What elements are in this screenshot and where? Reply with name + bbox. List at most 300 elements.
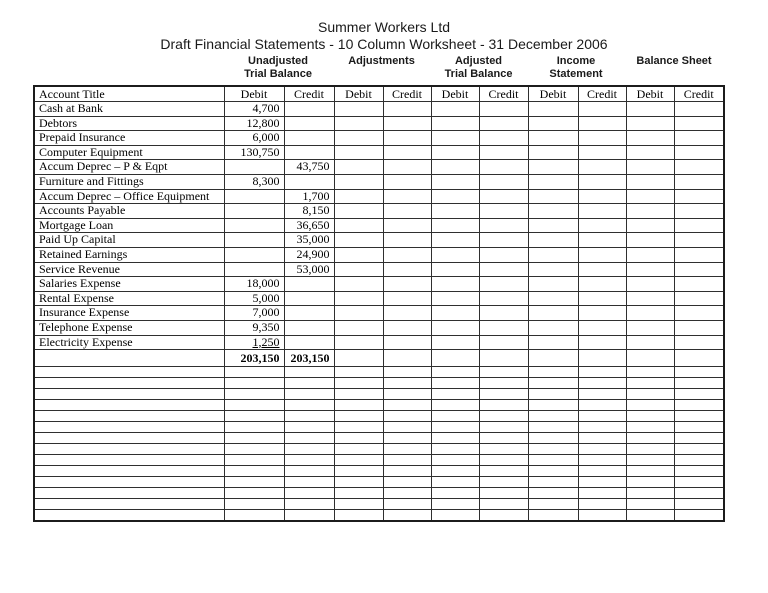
- account-row-telephone-expense: [34, 320, 724, 335]
- empty-amount-cell: [528, 444, 578, 455]
- empty-amount-cell: [626, 335, 674, 350]
- group-header-adjusted-trial-balance: [430, 55, 527, 85]
- empty-amount-cell: [383, 116, 431, 131]
- empty-amount-cell: [528, 189, 578, 204]
- empty-amount-cell: [334, 160, 383, 175]
- empty-amount-cell: [224, 433, 284, 444]
- empty-amount-cell: [626, 262, 674, 277]
- empty-amount-cell: [224, 411, 284, 422]
- unadjusted-debit-cell: [224, 160, 284, 175]
- empty-amount-cell: [578, 262, 626, 277]
- empty-amount-cell: [674, 466, 724, 477]
- empty-amount-cell: [431, 116, 479, 131]
- empty-amount-cell: [334, 320, 383, 335]
- empty-amount-cell: [284, 455, 334, 466]
- empty-amount-cell: [224, 488, 284, 499]
- empty-amount-cell: [431, 367, 479, 378]
- account-name-cell: Insurance Expense: [34, 306, 224, 321]
- empty-amount-cell: [383, 433, 431, 444]
- account-row-accum-deprec-office-equipment: [34, 189, 724, 204]
- unadjusted-debit-cell: [224, 218, 284, 233]
- empty-row: [34, 477, 724, 488]
- empty-amount-cell: [479, 455, 528, 466]
- empty-account-cell: [34, 455, 224, 466]
- empty-amount-cell: [674, 262, 724, 277]
- empty-amount-cell: [383, 291, 431, 306]
- empty-amount-cell: [479, 411, 528, 422]
- worksheet-table: [33, 85, 725, 522]
- empty-amount-cell: [674, 102, 724, 117]
- empty-amount-cell: [674, 444, 724, 455]
- empty-amount-cell: [674, 204, 724, 219]
- empty-amount-cell: [528, 400, 578, 411]
- empty-amount-cell: [383, 477, 431, 488]
- account-row-paid-up-capital: [34, 233, 724, 248]
- empty-amount-cell: [626, 477, 674, 488]
- debit-column-header: Debit: [626, 86, 674, 102]
- empty-amount-cell: [674, 378, 724, 389]
- empty-amount-cell: [383, 160, 431, 175]
- empty-amount-cell: [578, 499, 626, 510]
- empty-amount-cell: [334, 247, 383, 262]
- empty-amount-cell: [479, 247, 528, 262]
- empty-row: [34, 411, 724, 422]
- debit-column-header: Debit: [431, 86, 479, 102]
- empty-row: [34, 466, 724, 477]
- group-header-income-statement: [527, 55, 625, 85]
- unadjusted-credit-cell: [284, 116, 334, 131]
- empty-amount-cell: [224, 455, 284, 466]
- empty-row: [34, 367, 724, 378]
- debit-column-header: Debit: [224, 86, 284, 102]
- group-header-line2: Statement: [549, 68, 603, 80]
- unadjusted-debit-cell: [224, 247, 284, 262]
- empty-amount-cell: [578, 145, 626, 160]
- empty-amount-cell: [334, 389, 383, 400]
- empty-amount-cell: [479, 350, 528, 367]
- empty-amount-cell: [284, 411, 334, 422]
- empty-amount-cell: [431, 335, 479, 350]
- account-name-cell: Prepaid Insurance: [34, 131, 224, 146]
- empty-amount-cell: [383, 488, 431, 499]
- empty-amount-cell: [528, 488, 578, 499]
- empty-amount-cell: [334, 116, 383, 131]
- empty-amount-cell: [334, 400, 383, 411]
- empty-row: [34, 433, 724, 444]
- group-header-spacer: [33, 55, 223, 85]
- empty-amount-cell: [224, 400, 284, 411]
- empty-amount-cell: [626, 116, 674, 131]
- empty-amount-cell: [528, 277, 578, 292]
- empty-amount-cell: [284, 444, 334, 455]
- empty-amount-cell: [674, 510, 724, 522]
- empty-amount-cell: [626, 433, 674, 444]
- unadjusted-credit-cell: [284, 291, 334, 306]
- empty-amount-cell: [383, 411, 431, 422]
- unadjusted-debit-cell: 4,700: [224, 102, 284, 117]
- empty-amount-cell: [626, 218, 674, 233]
- empty-amount-cell: [674, 291, 724, 306]
- empty-amount-cell: [578, 335, 626, 350]
- empty-amount-cell: [528, 367, 578, 378]
- empty-amount-cell: [334, 233, 383, 248]
- empty-amount-cell: [674, 116, 724, 131]
- empty-amount-cell: [528, 174, 578, 189]
- empty-amount-cell: [284, 433, 334, 444]
- empty-amount-cell: [626, 466, 674, 477]
- empty-amount-cell: [334, 189, 383, 204]
- empty-amount-cell: [284, 378, 334, 389]
- empty-amount-cell: [431, 102, 479, 117]
- empty-amount-cell: [528, 433, 578, 444]
- empty-amount-cell: [578, 455, 626, 466]
- unadjusted-debit-cell: [224, 262, 284, 277]
- unadjusted-debit-cell: 6,000: [224, 131, 284, 146]
- empty-amount-cell: [383, 400, 431, 411]
- empty-amount-cell: [334, 277, 383, 292]
- empty-amount-cell: [674, 335, 724, 350]
- empty-amount-cell: [431, 350, 479, 367]
- page-subtitle: Draft Financial Statements - 10 Column Worksheet - 31 December 2006: [160, 36, 608, 52]
- empty-amount-cell: [479, 335, 528, 350]
- empty-amount-cell: [224, 389, 284, 400]
- account-row-insurance-expense: [34, 306, 724, 321]
- empty-amount-cell: [674, 233, 724, 248]
- empty-amount-cell: [674, 174, 724, 189]
- empty-amount-cell: [431, 389, 479, 400]
- empty-amount-cell: [626, 102, 674, 117]
- empty-amount-cell: [528, 422, 578, 433]
- empty-account-cell: [34, 477, 224, 488]
- group-header-balance-sheet: [625, 55, 723, 85]
- empty-account-cell: [34, 433, 224, 444]
- account-row-furniture-and-fittings: [34, 174, 724, 189]
- empty-row: [34, 422, 724, 433]
- empty-amount-cell: [479, 131, 528, 146]
- empty-amount-cell: [578, 411, 626, 422]
- empty-amount-cell: [431, 131, 479, 146]
- worksheet-header-row: [34, 86, 724, 102]
- empty-amount-cell: [431, 233, 479, 248]
- account-row-debtors: [34, 116, 724, 131]
- empty-amount-cell: [334, 218, 383, 233]
- empty-amount-cell: [479, 389, 528, 400]
- empty-amount-cell: [334, 145, 383, 160]
- empty-row: [34, 444, 724, 455]
- account-name-cell: Cash at Bank: [34, 102, 224, 117]
- empty-amount-cell: [431, 160, 479, 175]
- empty-amount-cell: [528, 262, 578, 277]
- empty-amount-cell: [383, 174, 431, 189]
- empty-amount-cell: [431, 189, 479, 204]
- credit-column-header: Credit: [578, 86, 626, 102]
- unadjusted-credit-total-cell: 203,150: [284, 350, 334, 367]
- empty-amount-cell: [383, 510, 431, 522]
- empty-amount-cell: [431, 488, 479, 499]
- empty-amount-cell: [431, 320, 479, 335]
- unadjusted-debit-cell: [224, 204, 284, 219]
- empty-amount-cell: [383, 204, 431, 219]
- empty-row: [34, 400, 724, 411]
- empty-amount-cell: [528, 291, 578, 306]
- account-title-header: Account Title: [34, 86, 224, 102]
- empty-amount-cell: [674, 145, 724, 160]
- worksheet-sheet: [33, 55, 725, 522]
- empty-amount-cell: [528, 477, 578, 488]
- empty-amount-cell: [626, 247, 674, 262]
- empty-amount-cell: [431, 291, 479, 306]
- group-header-line1: Income: [556, 55, 596, 67]
- empty-amount-cell: [383, 306, 431, 321]
- empty-amount-cell: [626, 306, 674, 321]
- empty-account-cell: [34, 488, 224, 499]
- empty-amount-cell: [626, 499, 674, 510]
- empty-amount-cell: [479, 320, 528, 335]
- empty-amount-cell: [383, 422, 431, 433]
- empty-amount-cell: [334, 488, 383, 499]
- empty-amount-cell: [528, 102, 578, 117]
- empty-amount-cell: [383, 378, 431, 389]
- totals-label-cell: [34, 350, 224, 367]
- empty-amount-cell: [578, 174, 626, 189]
- empty-amount-cell: [431, 247, 479, 262]
- account-name-cell: Accounts Payable: [34, 204, 224, 219]
- empty-amount-cell: [479, 116, 528, 131]
- empty-amount-cell: [626, 378, 674, 389]
- empty-amount-cell: [528, 131, 578, 146]
- empty-amount-cell: [383, 233, 431, 248]
- group-header-line1: Adjusted: [454, 55, 503, 67]
- unadjusted-credit-cell: [284, 131, 334, 146]
- empty-amount-cell: [334, 291, 383, 306]
- empty-amount-cell: [626, 145, 674, 160]
- empty-amount-cell: [674, 389, 724, 400]
- empty-amount-cell: [479, 291, 528, 306]
- empty-row: [34, 499, 724, 510]
- empty-account-cell: [34, 510, 224, 522]
- empty-amount-cell: [528, 145, 578, 160]
- empty-amount-cell: [284, 488, 334, 499]
- empty-amount-cell: [674, 488, 724, 499]
- empty-amount-cell: [334, 466, 383, 477]
- empty-amount-cell: [674, 247, 724, 262]
- empty-amount-cell: [674, 477, 724, 488]
- unadjusted-debit-cell: 18,000: [224, 277, 284, 292]
- empty-amount-cell: [626, 411, 674, 422]
- account-row-prepaid-insurance: [34, 131, 724, 146]
- empty-amount-cell: [479, 466, 528, 477]
- account-row-cash-at-bank: [34, 102, 724, 117]
- column-group-headers: [33, 55, 725, 85]
- empty-amount-cell: [674, 189, 724, 204]
- empty-amount-cell: [334, 262, 383, 277]
- empty-amount-cell: [383, 277, 431, 292]
- empty-amount-cell: [431, 204, 479, 219]
- empty-amount-cell: [528, 160, 578, 175]
- account-row-rental-expense: [34, 291, 724, 306]
- empty-amount-cell: [674, 367, 724, 378]
- empty-amount-cell: [626, 444, 674, 455]
- empty-amount-cell: [578, 306, 626, 321]
- account-name-cell: Service Revenue: [34, 262, 224, 277]
- credit-column-header: Credit: [383, 86, 431, 102]
- empty-amount-cell: [383, 218, 431, 233]
- empty-amount-cell: [674, 320, 724, 335]
- empty-amount-cell: [578, 131, 626, 146]
- empty-amount-cell: [479, 160, 528, 175]
- empty-amount-cell: [479, 488, 528, 499]
- account-row-retained-earnings: [34, 247, 724, 262]
- empty-amount-cell: [578, 466, 626, 477]
- empty-account-cell: [34, 400, 224, 411]
- empty-amount-cell: [479, 233, 528, 248]
- credit-column-header: Credit: [674, 86, 724, 102]
- empty-amount-cell: [479, 204, 528, 219]
- worksheet-body: [34, 102, 724, 522]
- empty-amount-cell: [224, 422, 284, 433]
- empty-account-cell: [34, 389, 224, 400]
- empty-amount-cell: [383, 102, 431, 117]
- empty-amount-cell: [334, 174, 383, 189]
- empty-amount-cell: [578, 367, 626, 378]
- group-header-line2: Trial Balance: [244, 68, 312, 80]
- unadjusted-credit-cell: [284, 306, 334, 321]
- empty-amount-cell: [626, 455, 674, 466]
- unadjusted-credit-cell: 36,650: [284, 218, 334, 233]
- empty-amount-cell: [284, 389, 334, 400]
- empty-amount-cell: [626, 277, 674, 292]
- group-header-line1: Balance Sheet: [636, 55, 712, 67]
- account-name-cell: Salaries Expense: [34, 277, 224, 292]
- empty-row: [34, 389, 724, 400]
- empty-amount-cell: [334, 444, 383, 455]
- empty-amount-cell: [479, 477, 528, 488]
- empty-amount-cell: [431, 433, 479, 444]
- empty-amount-cell: [479, 189, 528, 204]
- empty-amount-cell: [626, 160, 674, 175]
- empty-amount-cell: [578, 477, 626, 488]
- empty-amount-cell: [383, 335, 431, 350]
- unadjusted-debit-cell: 8,300: [224, 174, 284, 189]
- empty-amount-cell: [528, 247, 578, 262]
- empty-amount-cell: [479, 102, 528, 117]
- empty-amount-cell: [334, 378, 383, 389]
- account-row-computer-equipment: [34, 145, 724, 160]
- empty-amount-cell: [284, 466, 334, 477]
- empty-amount-cell: [479, 510, 528, 522]
- empty-amount-cell: [431, 145, 479, 160]
- empty-amount-cell: [334, 367, 383, 378]
- empty-amount-cell: [383, 145, 431, 160]
- empty-account-cell: [34, 378, 224, 389]
- empty-amount-cell: [528, 499, 578, 510]
- empty-amount-cell: [431, 411, 479, 422]
- unadjusted-credit-cell: [284, 102, 334, 117]
- empty-amount-cell: [383, 389, 431, 400]
- empty-amount-cell: [528, 378, 578, 389]
- empty-amount-cell: [383, 262, 431, 277]
- empty-amount-cell: [284, 477, 334, 488]
- unadjusted-credit-cell: 53,000: [284, 262, 334, 277]
- empty-amount-cell: [224, 499, 284, 510]
- empty-amount-cell: [479, 367, 528, 378]
- account-row-service-revenue: [34, 262, 724, 277]
- empty-amount-cell: [383, 444, 431, 455]
- totals-row: [34, 350, 724, 367]
- empty-amount-cell: [334, 422, 383, 433]
- account-row-electricity-expense: [34, 335, 724, 350]
- empty-row: [34, 378, 724, 389]
- empty-amount-cell: [334, 433, 383, 444]
- empty-amount-cell: [284, 422, 334, 433]
- empty-amount-cell: [626, 400, 674, 411]
- empty-amount-cell: [383, 499, 431, 510]
- account-name-cell: Furniture and Fittings: [34, 174, 224, 189]
- empty-amount-cell: [224, 466, 284, 477]
- account-row-salaries-expense: [34, 277, 724, 292]
- empty-amount-cell: [528, 335, 578, 350]
- debit-column-header: Debit: [334, 86, 383, 102]
- unadjusted-credit-cell: [284, 145, 334, 160]
- empty-amount-cell: [578, 218, 626, 233]
- account-row-mortgage-loan: [34, 218, 724, 233]
- empty-amount-cell: [431, 174, 479, 189]
- empty-amount-cell: [578, 510, 626, 522]
- empty-amount-cell: [334, 335, 383, 350]
- credit-column-header: Credit: [479, 86, 528, 102]
- empty-amount-cell: [578, 204, 626, 219]
- empty-amount-cell: [334, 510, 383, 522]
- page-title: Summer Workers Ltd: [318, 19, 450, 35]
- empty-amount-cell: [528, 306, 578, 321]
- unadjusted-debit-cell: 5,000: [224, 291, 284, 306]
- unadjusted-credit-cell: [284, 174, 334, 189]
- unadjusted-credit-cell: 24,900: [284, 247, 334, 262]
- account-name-cell: Accum Deprec – Office Equipment: [34, 189, 224, 204]
- account-name-cell: Rental Expense: [34, 291, 224, 306]
- empty-account-cell: [34, 367, 224, 378]
- empty-amount-cell: [578, 189, 626, 204]
- empty-amount-cell: [528, 218, 578, 233]
- unadjusted-debit-cell: 12,800: [224, 116, 284, 131]
- empty-amount-cell: [479, 306, 528, 321]
- empty-amount-cell: [284, 499, 334, 510]
- unadjusted-debit-cell: 130,750: [224, 145, 284, 160]
- empty-amount-cell: [674, 455, 724, 466]
- empty-amount-cell: [431, 477, 479, 488]
- empty-amount-cell: [674, 400, 724, 411]
- empty-amount-cell: [578, 233, 626, 248]
- empty-amount-cell: [528, 233, 578, 248]
- empty-amount-cell: [431, 218, 479, 233]
- unadjusted-credit-cell: 8,150: [284, 204, 334, 219]
- empty-account-cell: [34, 444, 224, 455]
- empty-amount-cell: [626, 291, 674, 306]
- empty-amount-cell: [578, 102, 626, 117]
- empty-amount-cell: [626, 131, 674, 146]
- empty-amount-cell: [578, 422, 626, 433]
- empty-amount-cell: [626, 320, 674, 335]
- empty-amount-cell: [528, 510, 578, 522]
- empty-amount-cell: [431, 510, 479, 522]
- empty-amount-cell: [479, 422, 528, 433]
- empty-amount-cell: [528, 350, 578, 367]
- account-name-cell: Computer Equipment: [34, 145, 224, 160]
- empty-amount-cell: [626, 488, 674, 499]
- empty-amount-cell: [479, 218, 528, 233]
- empty-amount-cell: [224, 367, 284, 378]
- empty-amount-cell: [334, 499, 383, 510]
